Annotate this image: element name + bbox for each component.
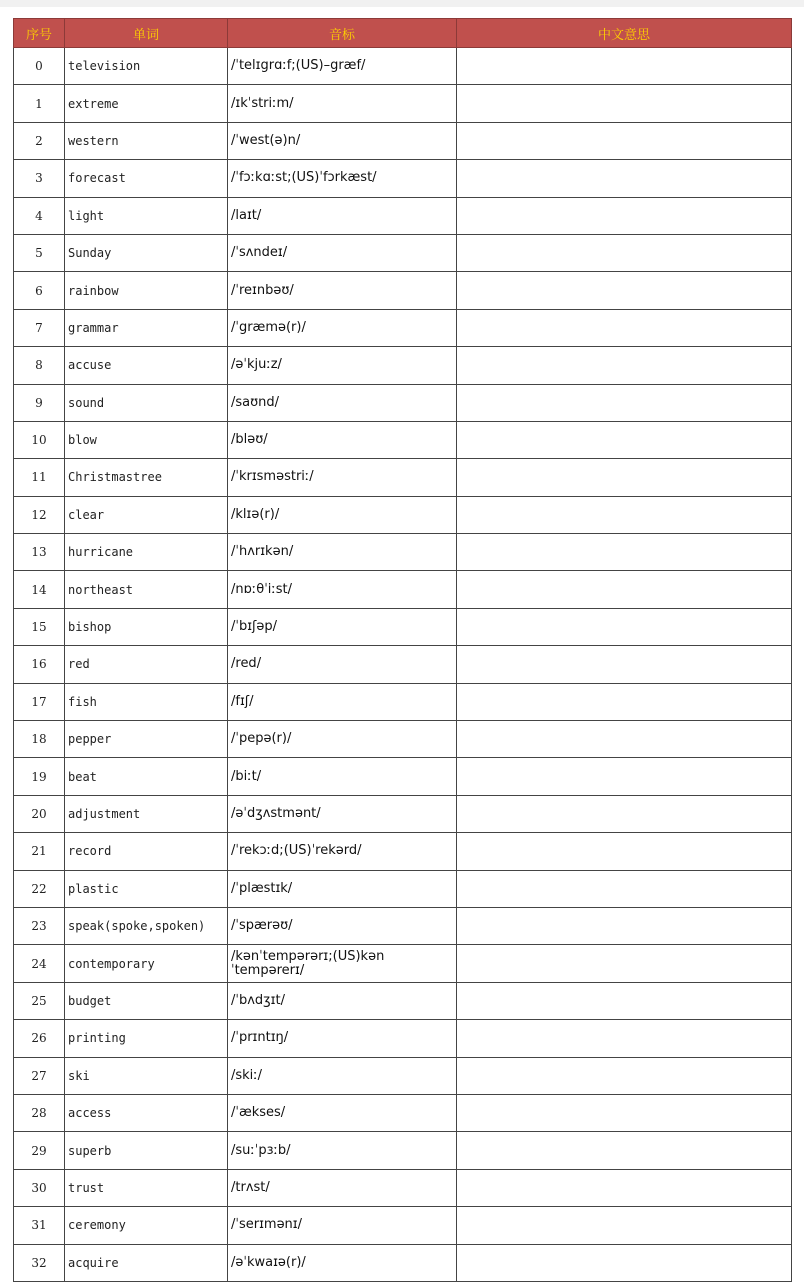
row-word: printing bbox=[65, 1020, 228, 1057]
table-row bbox=[14, 608, 792, 645]
table-row bbox=[14, 384, 792, 421]
row-word: Christmastree bbox=[65, 459, 228, 496]
row-word: adjustment bbox=[65, 795, 228, 832]
table-row bbox=[14, 1132, 792, 1169]
row-word: Sunday bbox=[65, 234, 228, 271]
row-phonetic: /ˈfɔːkɑːst;(US)ˈfɔrkæst/ bbox=[228, 160, 457, 197]
row-word: grammar bbox=[65, 309, 228, 346]
row-phonetic: /ˈtelɪgrɑːf;(US)–græf/ bbox=[228, 48, 457, 85]
row-meaning bbox=[457, 272, 792, 309]
row-phonetic: /saʊnd/ bbox=[228, 384, 457, 421]
row-phonetic: /əˈkwaɪə(r)/ bbox=[228, 1244, 457, 1281]
row-phonetic: /trʌst/ bbox=[228, 1169, 457, 1206]
row-word: western bbox=[65, 122, 228, 159]
row-word: extreme bbox=[65, 85, 228, 122]
row-phonetic: /ˈplæstɪk/ bbox=[228, 870, 457, 907]
table-row bbox=[14, 870, 792, 907]
row-word: forecast bbox=[65, 160, 228, 197]
table-row bbox=[14, 1207, 792, 1244]
row-meaning bbox=[457, 646, 792, 683]
table-row bbox=[14, 795, 792, 832]
row-index: 8 bbox=[14, 347, 65, 384]
row-index: 18 bbox=[14, 721, 65, 758]
table-row bbox=[14, 907, 792, 944]
row-index: 9 bbox=[14, 384, 65, 421]
row-phonetic: /klɪə(r)/ bbox=[228, 496, 457, 533]
row-meaning bbox=[457, 1244, 792, 1281]
table-row bbox=[14, 459, 792, 496]
row-meaning bbox=[457, 608, 792, 645]
row-index: 25 bbox=[14, 982, 65, 1019]
row-phonetic: /nɒːθˈiːst/ bbox=[228, 571, 457, 608]
row-meaning bbox=[457, 459, 792, 496]
table-row bbox=[14, 1057, 792, 1094]
row-word: acquire bbox=[65, 1244, 228, 1281]
row-word: accuse bbox=[65, 347, 228, 384]
row-meaning bbox=[457, 982, 792, 1019]
header-phonetic: 音标 bbox=[228, 19, 457, 48]
row-index: 4 bbox=[14, 197, 65, 234]
row-index: 1 bbox=[14, 85, 65, 122]
table-row bbox=[14, 272, 792, 309]
table-row bbox=[14, 1020, 792, 1057]
row-meaning bbox=[457, 496, 792, 533]
row-meaning bbox=[457, 1020, 792, 1057]
row-word: bishop bbox=[65, 608, 228, 645]
row-word: access bbox=[65, 1094, 228, 1131]
row-index: 21 bbox=[14, 833, 65, 870]
row-index: 2 bbox=[14, 122, 65, 159]
row-word: light bbox=[65, 197, 228, 234]
table-row bbox=[14, 571, 792, 608]
row-meaning bbox=[457, 197, 792, 234]
top-strip bbox=[0, 0, 804, 7]
row-meaning bbox=[457, 1169, 792, 1206]
table-row bbox=[14, 122, 792, 159]
row-word: contemporary bbox=[65, 945, 228, 982]
row-meaning bbox=[457, 1207, 792, 1244]
row-meaning bbox=[457, 122, 792, 159]
row-phonetic: /ˈbʌdʒɪt/ bbox=[228, 982, 457, 1019]
row-index: 6 bbox=[14, 272, 65, 309]
row-phonetic: /ˈrekɔːd;(US)ˈrekərd/ bbox=[228, 833, 457, 870]
row-index: 14 bbox=[14, 571, 65, 608]
row-phonetic: /ˈsʌndeɪ/ bbox=[228, 234, 457, 271]
row-index: 30 bbox=[14, 1169, 65, 1206]
row-index: 23 bbox=[14, 907, 65, 944]
row-index: 16 bbox=[14, 646, 65, 683]
table-row bbox=[14, 721, 792, 758]
row-phonetic: /ˈprɪntɪŋ/ bbox=[228, 1020, 457, 1057]
table-row bbox=[14, 160, 792, 197]
row-index: 26 bbox=[14, 1020, 65, 1057]
row-phonetic: /skiː/ bbox=[228, 1057, 457, 1094]
header-index: 序号 bbox=[14, 19, 65, 48]
table-row bbox=[14, 833, 792, 870]
row-word: record bbox=[65, 833, 228, 870]
row-meaning bbox=[457, 1057, 792, 1094]
vocabulary-table bbox=[13, 18, 792, 1282]
row-meaning bbox=[457, 1132, 792, 1169]
row-phonetic: /ˈgræmə(r)/ bbox=[228, 309, 457, 346]
row-meaning bbox=[457, 945, 792, 982]
row-word: television bbox=[65, 48, 228, 85]
table-row bbox=[14, 1094, 792, 1131]
header-meaning: 中文意思 bbox=[457, 19, 792, 48]
row-meaning bbox=[457, 870, 792, 907]
row-word: blow bbox=[65, 421, 228, 458]
row-meaning bbox=[457, 421, 792, 458]
row-word: northeast bbox=[65, 571, 228, 608]
table-row bbox=[14, 85, 792, 122]
row-phonetic: /kənˈtempərərɪ;(US)kənˈtempərerɪ/ bbox=[228, 945, 457, 982]
row-meaning bbox=[457, 48, 792, 85]
row-phonetic: /fɪʃ/ bbox=[228, 683, 457, 720]
row-index: 28 bbox=[14, 1094, 65, 1131]
table-row bbox=[14, 421, 792, 458]
row-meaning bbox=[457, 833, 792, 870]
header-word: 单词 bbox=[65, 19, 228, 48]
row-index: 31 bbox=[14, 1207, 65, 1244]
row-phonetic: /ˈwest(ə)n/ bbox=[228, 122, 457, 159]
row-word: ski bbox=[65, 1057, 228, 1094]
row-word: trust bbox=[65, 1169, 228, 1206]
row-word: clear bbox=[65, 496, 228, 533]
table-row bbox=[14, 982, 792, 1019]
row-meaning bbox=[457, 234, 792, 271]
row-meaning bbox=[457, 758, 792, 795]
row-phonetic: /red/ bbox=[228, 646, 457, 683]
row-word: red bbox=[65, 646, 228, 683]
table-row bbox=[14, 1169, 792, 1206]
row-index: 20 bbox=[14, 795, 65, 832]
row-word: speak(spoke,spoken) bbox=[65, 907, 228, 944]
row-index: 5 bbox=[14, 234, 65, 271]
row-phonetic: /suːˈpɜːb/ bbox=[228, 1132, 457, 1169]
row-meaning bbox=[457, 534, 792, 571]
table-row bbox=[14, 646, 792, 683]
row-phonetic: /biːt/ bbox=[228, 758, 457, 795]
row-phonetic: /ˈbɪʃəp/ bbox=[228, 608, 457, 645]
row-word: superb bbox=[65, 1132, 228, 1169]
row-phonetic: /ˈserɪmənɪ/ bbox=[228, 1207, 457, 1244]
row-index: 19 bbox=[14, 758, 65, 795]
row-index: 32 bbox=[14, 1244, 65, 1281]
table-row bbox=[14, 945, 792, 982]
row-index: 22 bbox=[14, 870, 65, 907]
row-word: ceremony bbox=[65, 1207, 228, 1244]
row-phonetic: /laɪt/ bbox=[228, 197, 457, 234]
row-phonetic: /əˈdʒʌstmənt/ bbox=[228, 795, 457, 832]
row-index: 15 bbox=[14, 608, 65, 645]
table-row bbox=[14, 197, 792, 234]
table-row bbox=[14, 234, 792, 271]
row-index: 0 bbox=[14, 48, 65, 85]
table-row bbox=[14, 309, 792, 346]
row-index: 11 bbox=[14, 459, 65, 496]
row-word: pepper bbox=[65, 721, 228, 758]
row-index: 29 bbox=[14, 1132, 65, 1169]
row-phonetic: /ˈreɪnbəʊ/ bbox=[228, 272, 457, 309]
table-row bbox=[14, 48, 792, 85]
row-index: 7 bbox=[14, 309, 65, 346]
row-meaning bbox=[457, 721, 792, 758]
row-index: 27 bbox=[14, 1057, 65, 1094]
row-meaning bbox=[457, 907, 792, 944]
row-meaning bbox=[457, 795, 792, 832]
table-row bbox=[14, 1244, 792, 1281]
row-phonetic: /ˈhʌrɪkən/ bbox=[228, 534, 457, 571]
row-index: 24 bbox=[14, 945, 65, 982]
row-index: 17 bbox=[14, 683, 65, 720]
row-word: rainbow bbox=[65, 272, 228, 309]
row-phonetic: /ˈpepə(r)/ bbox=[228, 721, 457, 758]
row-word: hurricane bbox=[65, 534, 228, 571]
header-row bbox=[14, 19, 792, 48]
row-meaning bbox=[457, 683, 792, 720]
row-index: 10 bbox=[14, 421, 65, 458]
row-phonetic: /bləʊ/ bbox=[228, 421, 457, 458]
table-row bbox=[14, 534, 792, 571]
table-row bbox=[14, 496, 792, 533]
row-meaning bbox=[457, 347, 792, 384]
row-word: plastic bbox=[65, 870, 228, 907]
row-meaning bbox=[457, 1094, 792, 1131]
table-row bbox=[14, 347, 792, 384]
row-word: beat bbox=[65, 758, 228, 795]
row-meaning bbox=[457, 85, 792, 122]
row-phonetic: /ɪkˈstriːm/ bbox=[228, 85, 457, 122]
row-phonetic: /ˈækses/ bbox=[228, 1094, 457, 1131]
row-phonetic: /ˈspærəʊ/ bbox=[228, 907, 457, 944]
row-phonetic: /ˈkrɪsməstriː/ bbox=[228, 459, 457, 496]
row-meaning bbox=[457, 384, 792, 421]
row-word: fish bbox=[65, 683, 228, 720]
table-row bbox=[14, 758, 792, 795]
row-word: budget bbox=[65, 982, 228, 1019]
row-word: sound bbox=[65, 384, 228, 421]
table-row bbox=[14, 683, 792, 720]
row-meaning bbox=[457, 571, 792, 608]
row-meaning bbox=[457, 160, 792, 197]
row-meaning bbox=[457, 309, 792, 346]
row-index: 3 bbox=[14, 160, 65, 197]
row-phonetic: /əˈkjuːz/ bbox=[228, 347, 457, 384]
row-index: 13 bbox=[14, 534, 65, 571]
row-index: 12 bbox=[14, 496, 65, 533]
